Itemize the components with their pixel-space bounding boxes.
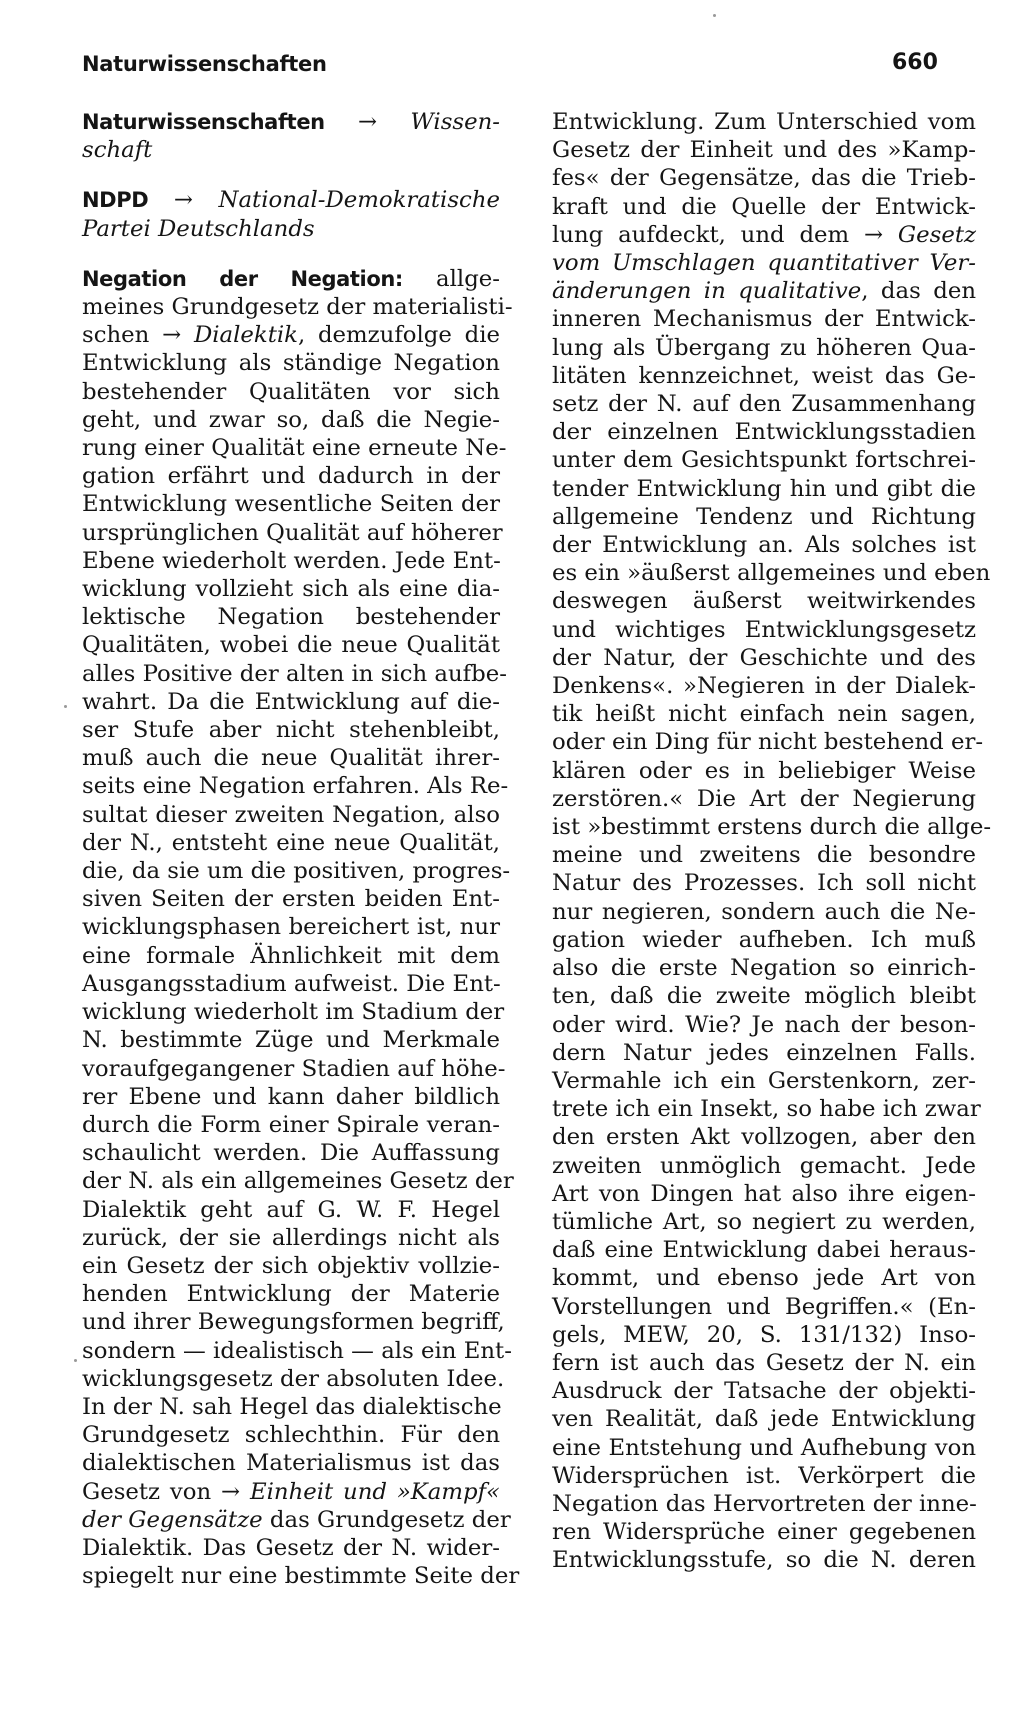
text-line: gation erfährt und dadurch in der: [82, 463, 500, 490]
text-line: und ihrer Bewegungsformen begriff,: [82, 1309, 505, 1336]
text-line: schaulicht werden. Die Auffassung: [82, 1140, 500, 1167]
text-line: dern Natur jedes einzelnen Falls.: [552, 1039, 976, 1066]
entry-body: [82, 293, 520, 1590]
cross-reference-arrow-icon: →: [173, 187, 193, 214]
entry-text: allge-: [402, 265, 500, 292]
running-head: Naturwissenschaften: [82, 52, 327, 76]
text-line: fern ist auch das Gesetz der N. ein: [552, 1349, 976, 1376]
text-line: ursprünglichen Qualität auf höherer: [82, 519, 503, 546]
text-line: Vermahle ich ein Gerstenkorn, zer-: [552, 1067, 976, 1094]
scan-speck: [74, 1359, 77, 1362]
text-line: geht, und zwar so, daß die Negie-: [82, 406, 500, 433]
text-line: [552, 249, 976, 277]
entry-naturwissenschaften: [82, 108, 500, 164]
text-line: oder ein Ding für nicht bestehend er-: [552, 729, 984, 756]
text-line: Ausdruck der Tatsache der objekti-: [552, 1378, 976, 1405]
text-line: In der N. sah Hegel das dialektische: [82, 1393, 502, 1420]
cross-reference[interactable]: National-Demokratische: [218, 187, 500, 214]
text-line: rung einer Qualität eine erneute Ne-: [82, 435, 507, 462]
text-line: der N. als ein allgemeines Gesetz der: [82, 1168, 514, 1195]
page-number: 660: [892, 50, 938, 75]
text-line: Dialektik geht auf G. W. F. Hegel: [82, 1196, 500, 1223]
scan-speck: [713, 14, 716, 17]
entry-line: [82, 186, 500, 214]
text-line: der Natur, der Geschichte und des: [552, 644, 976, 671]
text-line: alles Positive der alten in sich aufbe-: [82, 660, 507, 687]
text-line: also die erste Negation so einrich-: [552, 955, 976, 982]
text-line: der Gegensätze das Grundgesetz der: [82, 1506, 511, 1533]
text-line: lektische Negation bestehender: [82, 604, 500, 631]
text-line: ten, daß die zweite möglich bleibt: [552, 983, 976, 1010]
text-line: durch die Form einer Spirale veran-: [82, 1111, 500, 1138]
text-line: Art von Dingen hat also ihre eigen-: [552, 1180, 976, 1207]
cross-reference-arrow-icon: →: [162, 322, 194, 349]
text-line: Gesetz von → Einheit und »Kampf«: [82, 1478, 500, 1505]
text-line: lung als Übergang zu höheren Qua-: [552, 334, 976, 361]
text-line: deswegen äußerst weitwirkendes: [552, 588, 976, 615]
text-line: sondern — idealistisch — als ein Ent-: [82, 1337, 512, 1364]
text-line: seits eine Negation erfahren. Als Re-: [82, 773, 509, 800]
text-line: gation wieder aufheben. Ich muß: [552, 926, 976, 953]
text-line: allgemeine Tendenz und Richtung: [552, 503, 976, 530]
text-line: es ein »äußerst allgemeines und eben: [552, 560, 991, 587]
text-line: zurück, der sie allerdings nicht als: [82, 1224, 500, 1251]
text-line: kommt, und ebenso jede Art von: [552, 1265, 976, 1292]
entry-negation-der-negation: [82, 265, 520, 1591]
text-line: inneren Mechanismus der Entwick-: [552, 306, 976, 333]
cross-reference[interactable]: Dialektik: [193, 322, 298, 349]
cross-reference[interactable]: Gesetz: [897, 221, 976, 248]
text-line: N. bestimmte Züge und Merkmale: [82, 1027, 500, 1054]
cross-reference[interactable]: vom Umschlagen quantitativer Ver-: [552, 250, 976, 277]
text-line: sultat dieser zweiten Negation, also: [82, 801, 500, 828]
left-column: [82, 108, 520, 1590]
text-line: Vorstellungen und Begriffen.« (En-: [552, 1293, 976, 1320]
text-line: Grundgesetz schlechthin. Für den: [82, 1422, 500, 1449]
text-line: Natur des Prozesses. Ich soll nicht: [552, 870, 976, 897]
text-line: ein Gesetz der sich objektiv vollzie-: [82, 1252, 500, 1279]
text-line: tik heißt nicht einfach nein sagen,: [552, 701, 976, 728]
text-line: zerstören.« Die Art der Negierung: [552, 785, 976, 812]
text-line: änderungen in qualitative, das den: [552, 278, 976, 305]
text-line: tender Entwicklung hin und gibt die: [552, 475, 976, 502]
headword: Negation der Negation:: [82, 266, 403, 291]
text-line: der Entwicklung an. Als solches ist: [552, 532, 976, 559]
text-line: wicklung wiederholt im Stadium der: [82, 999, 505, 1026]
text-line: oder wird. Wie? Je nach der beson-: [552, 1011, 976, 1038]
text-line: gels, MEW, 20, S. 131/132) Inso-: [552, 1321, 976, 1348]
text-line: meines Grundgesetz der materialisti-: [82, 294, 513, 321]
cross-reference-arrow-icon: →: [358, 109, 378, 135]
cross-reference[interactable]: Partei Deutschlands: [82, 215, 315, 242]
scan-speck: [64, 705, 67, 708]
entry-ndpd: [82, 186, 500, 242]
headword: NDPD: [82, 188, 149, 213]
text-line: der N., entsteht eine neue Qualität,: [82, 829, 500, 856]
text-line: unter dem Gesichtspunkt fortschrei-: [552, 447, 976, 474]
text-line: Entwicklung als ständige Negation: [82, 350, 500, 377]
text-line: wicklungsphasen bereichert ist, nur: [82, 914, 500, 941]
text-line: Entwicklung wesentliche Seiten der: [82, 491, 500, 518]
text-line: eine formale Ähnlichkeit mit dem: [82, 942, 500, 969]
cross-reference[interactable]: Einheit und »Kampf«: [249, 1478, 500, 1505]
text-line: Entwicklungsstufe, so die N. deren: [552, 1547, 976, 1574]
text-line: wicklungsgesetz der absoluten Idee.: [82, 1365, 505, 1392]
text-line: rer Ebene und kann daher bildlich: [82, 1083, 500, 1110]
text-line: Dialektik. Das Gesetz der N. wider-: [82, 1534, 500, 1561]
text-line: spiegelt nur eine bestimmte Seite der: [82, 1563, 520, 1590]
entry-body-continued: [552, 108, 992, 1575]
text-line: der einzelnen Entwicklungsstadien: [552, 419, 976, 446]
text-line: wahrt. Da die Entwicklung auf die-: [82, 688, 500, 715]
text-line: zweiten unmöglich gemacht. Jede: [552, 1152, 976, 1179]
text-line: Widersprüchen ist. Verkörpert die: [552, 1462, 976, 1489]
text-line: Entwicklung. Zum Unterschied vom: [552, 109, 976, 135]
text-line: tümliche Art, so negiert zu werden,: [552, 1208, 976, 1235]
text-line: Denkens«. »Negieren in der Dialek-: [552, 673, 976, 700]
text-line: setz der N. auf den Zusammenhang: [552, 391, 976, 418]
cross-reference-arrow-icon: →: [863, 221, 898, 248]
text-line: voraufgegangener Stadien auf höhe-: [82, 1055, 506, 1082]
text-line: den ersten Akt vollzogen, aber den: [552, 1124, 976, 1151]
text-line: ist »bestimmt erstens durch die allge-: [552, 814, 992, 841]
text-line: muß auch die neue Qualität ihrer-: [82, 745, 500, 772]
text-line: eine Entstehung und Aufhebung von: [552, 1434, 976, 1461]
text-line: Ebene wiederholt werden. Jede Ent-: [82, 547, 501, 574]
text-line: lung aufdeckt, und dem → Gesetz: [552, 221, 976, 248]
text-line: siven Seiten der ersten beiden Ent-: [82, 886, 500, 913]
text-line: ser Stufe aber nicht stehenbleibt,: [82, 717, 500, 744]
text-line: trete ich ein Insekt, so habe ich zwar: [552, 1096, 981, 1123]
text-line: dialektischen Materialismus ist das: [82, 1450, 500, 1477]
cross-reference-arrow-icon: →: [221, 1478, 250, 1505]
text-line: nur negieren, sondern auch die Ne-: [552, 898, 976, 925]
text-line: die, da sie um die positiven, progres-: [82, 858, 511, 885]
text-line: ren Widersprüche einer gegebenen: [552, 1519, 976, 1546]
text-line: litäten kennzeichnet, weist das Ge-: [552, 362, 976, 389]
cross-reference[interactable]: änderungen in qualitative: [552, 278, 862, 305]
cross-reference[interactable]: der Gegensätze: [82, 1506, 263, 1533]
text-line: und wichtiges Entwicklungsgesetz: [552, 616, 976, 643]
entry-line: [82, 265, 500, 293]
text-line: Ausgangsstadium aufweist. Die Ent-: [82, 970, 501, 997]
cross-reference[interactable]: schaft: [82, 137, 153, 164]
text-line: schen → Dialektik, demzufolge die: [82, 322, 501, 349]
text-line: ven Realität, daß jede Entwicklung: [552, 1406, 976, 1433]
text-line: bestehender Qualitäten vor sich: [82, 378, 500, 405]
text-line: Negation das Hervortreten der inne-: [552, 1490, 977, 1517]
text-line: wicklung vollzieht sich als eine dia-: [82, 576, 500, 603]
headword: Naturwissenschaften: [82, 110, 325, 134]
cross-reference[interactable]: Wissen-: [410, 109, 500, 135]
text-line: daß eine Entwicklung dabei heraus-: [552, 1237, 976, 1264]
text-line: meine und zweitens die besondre: [552, 842, 976, 869]
entry-line: [82, 108, 500, 136]
text-line: klären oder es in beliebiger Weise: [552, 757, 976, 784]
text-line: henden Entwicklung der Materie: [82, 1281, 500, 1308]
text-line: Qualitäten, wobei die neue Qualität: [82, 632, 500, 659]
text-line: fes« der Gegensätze, das die Trieb-: [552, 165, 976, 192]
text-line: kraft und die Quelle der Entwick-: [552, 193, 976, 220]
text-line: Gesetz der Einheit und des »Kamp-: [552, 137, 976, 164]
right-column: [552, 108, 992, 1575]
